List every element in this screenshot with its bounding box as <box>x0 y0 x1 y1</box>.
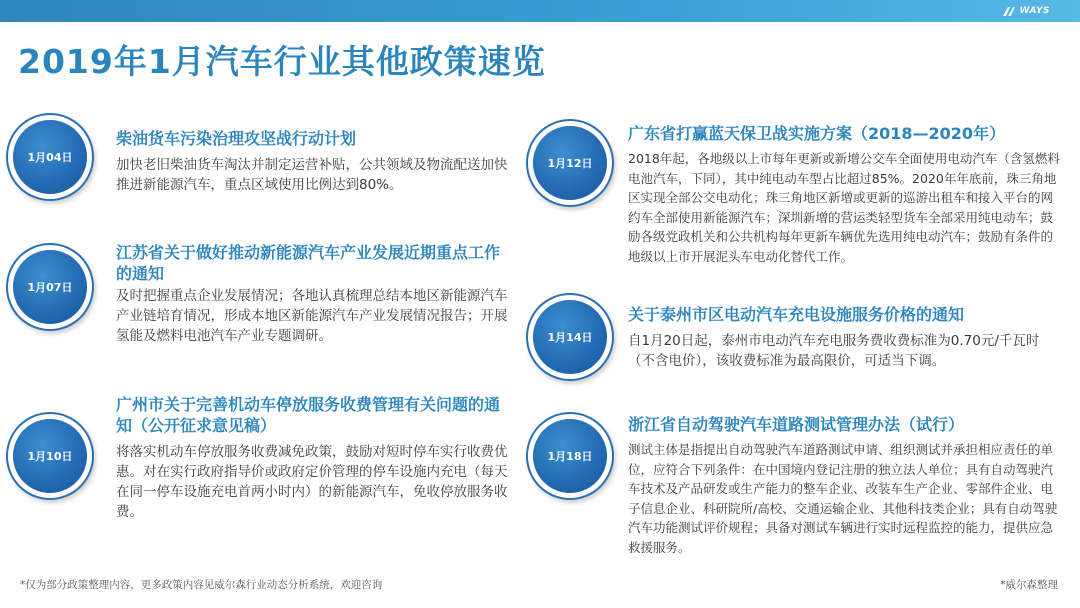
date-badge: 1月14日 <box>533 300 607 374</box>
policy-title: 柴油货车污染治理攻坚战行动计划 <box>116 129 357 148</box>
policy-body: 将落实机动车停放服务收费减免政策，鼓励对短时停车实行收费优惠。对在实行政府指导价或政府定价管理的停车设施内充电（每天在同一停车设施充电首两小时内）的新能源汽车，免收停放服务收费。 <box>116 444 508 520</box>
policy-body: 自1月20日起，泰州市电动汽车充电服务费收费标准为0.70元/千瓦时（不含电价），该收费标准为最高限价，可适当下调。 <box>628 333 1040 369</box>
top-banner <box>0 0 1080 22</box>
date-badge: 1月04日 <box>13 120 87 194</box>
policy-title: 江苏省关于做好推动新能源汽车产业发展近期重点工作的通知 <box>116 243 501 283</box>
footer-source: *威尔森整理 <box>1000 579 1058 591</box>
policy-body: 2018年起，各地级以上市每年更新或新增公交车全面使用电动汽车（含氢燃料电池汽车，下同），其中纯电动车型占比超过85%。2020年年底前，珠三角地区实现全部公交电动化；珠三角地区新增或更新的巡游出租车和接入平台的网约车全部使用新能源汽车；深圳新增的营运类轻型货车全部采用纯电动车；鼓励各级党政机关和公共机构每年更新车辆优先选用纯电动汽车；鼓励有条件的地级以上市开展泥头车电动化替代工作。 <box>628 151 1060 264</box>
ways-logo-icon <box>1002 5 1016 17</box>
policy-title: 广州市关于完善机动车停放服务收费管理有关问题的通知（公开征求意见稿） <box>116 395 501 435</box>
policy-body: 加快老旧柴油货车淘汰并制定运营补贴，公共领域及物流配送加快推进新能源汽车，重点区域使用比例达到80%。 <box>116 157 508 193</box>
brand-logo <box>1002 4 1050 18</box>
policy-title: 关于泰州市区电动汽车充电设施服务价格的通知 <box>628 305 965 324</box>
policy-title: 浙江省自动驾驶汽车道路测试管理办法（试行） <box>628 415 965 434</box>
footer-note: *仅为部分政策整理内容，更多政策内容见威尔森行业动态分析系统，欢迎咨询 <box>20 579 383 591</box>
date-badge: 1月18日 <box>533 419 607 493</box>
policy-title: 广东省打赢蓝天保卫战实施方案（2018—2020年） <box>628 124 1006 143</box>
policy-body: 及时把握重点企业发展情况；各地认真梳理总结本地区新能源汽车产业链培育情况，形成本地区新能源汽车产业发展情况报告；开展氢能及燃料电池汽车产业专题调研。 <box>116 288 508 344</box>
date-badge: 1月10日 <box>13 419 87 493</box>
date-badge: 1月12日 <box>533 126 607 200</box>
date-badge: 1月07日 <box>13 250 87 324</box>
policy-body: 测试主体是指提出自动驾驶汽车道路测试申请、组织测试并承担相应责任的单位，应符合下列条件：在中国境内登记注册的独立法人单位；具有自动驾驶汽车技术及产品研发或生产能力的整车企业、改装车生产企业、零部件企业、电子信息企业、科研院所/高校、交通运输企业、其他科技类企业；具有自动驾驶汽车功能测试评价规程；具备对测试车辆进行实时远程监控的能力，提供应急救援服务。 <box>628 442 1058 555</box>
brand-logo-text: WAYS <box>1019 6 1050 16</box>
page-title: 2019年1月汽车行业其他政策速览 <box>18 42 546 81</box>
